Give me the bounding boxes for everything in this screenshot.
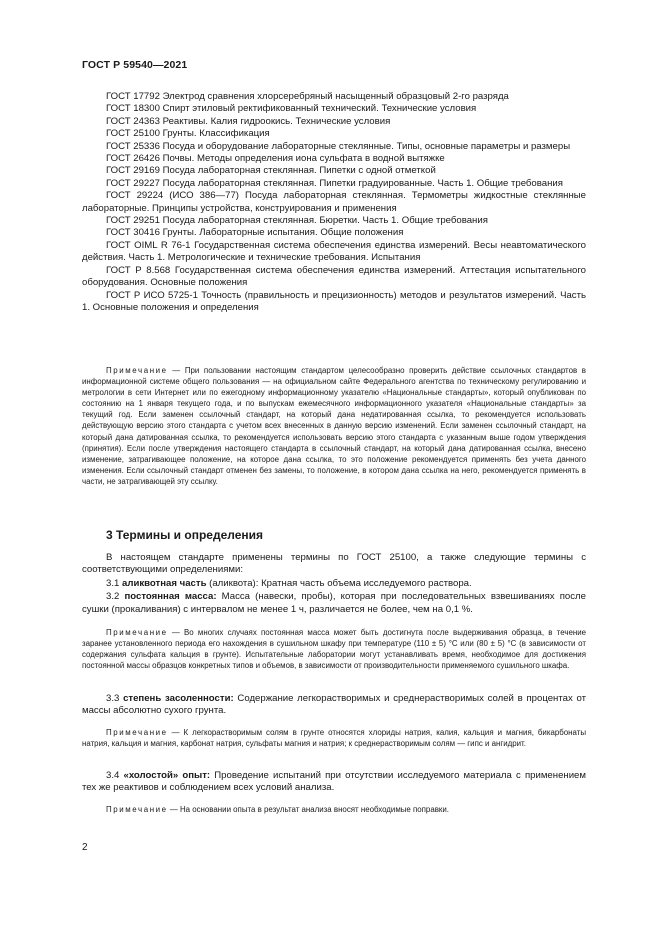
term-3-3: 3.3 степень засоленности: Содержание легкорастворимых и среднерастворимых солей в процентах от массы абсолютно сухого грунта. [82,693,586,717]
term-3-3-note [82,727,586,749]
term-name: постоянная масса: [124,591,217,603]
term-3-3-block [82,693,586,718]
term-name: «холостой» опыт: [123,770,211,781]
reference-item: ГОСТ 26426 Почвы. Методы определения иона сульфата в водной вытяжке [106,153,445,165]
reference-item: ГОСТ OIML R 76-1 Государственная система обеспечения единства измерений. Весы неавтоматического действия. Часть 1. Метрологические и технические требования. Испытания [82,239,586,264]
reference-item: ГОСТ 29251 Посуда лабораторная стеклянная. Бюретки. Часть 1. Общие требования [106,215,488,227]
term-name: степень засоленности: [123,693,234,704]
reference-item: ГОСТ 18300 Спирт этиловый ректификованный технический. Технические условия [106,103,477,115]
reference-item: ГОСТ 29224 (ИСО 386—77) Посуда лабораторная стеклянная. Термометры жидкостные стеклянные лабораторные. Принципы устройства, конструирования и применения [82,190,586,214]
reference-item: ГОСТ 29227 Посуда лабораторная стеклянная. Пипетки градуированные. Часть 1. Общие требования [106,177,563,189]
reference-item: ГОСТ Р ИСО 5725-1 Точность (правильность и прецизионность) методов и результатов измерений. Часть 1. Основные положения и определения [82,289,586,313]
reference-item: ГОСТ 25100 Грунты. Классификация [106,128,270,140]
term-3-2: 3.2 постоянная масса: Масса (навески, пробы), которая при последовательных взвешиваниях после сушки (прокаливания) с интервалом не менее 1 ч, различается не более, чем на 0,1 %. [82,591,586,615]
normative-references-list [82,91,586,314]
section-title: 3 Термины и определения [106,528,264,542]
term-3-1: 3.1 аликвотная часть (аликвота): Кратная часть объема исследуемого раствора. [106,577,472,589]
reference-item: ГОСТ 17792 Электрод сравнения хлорсеребряный насыщенный образцовый 2-го разряда [106,91,509,102]
reference-item: ГОСТ Р 8.568 Государственная система обеспечения единства измерений. Аттестация испытательного оборудования. Основные положения [82,264,586,289]
note-text: — При пользовании настоящим стандартом целесообразно проверить действие ссылочных стандартов в информационной системе общего пользования — на официальном сайте Федерального агентства по техническому регулированию и метрологии в сети Интернет или по ежегодному информационному указателю «Национальные стандарты», который опубликован по состоянию на 1 января текущего года, и по выпускам ежемесячного информационного указателя «Национальные стандарты» за текущий год. Если заменен ссылочный стандарт, на который дана недатированная ссылка, то рекомендуется использовать действующую версию этого стандарта с учетом всех внесенных в данную версию изменений. Если заменен ссылочный стандарт, на который дана датированная ссылка, то рекомендуется использовать версию этого стандарта с указанным выше годом утверждения (принятия). Если после утверждения настоящего стандарта в ссылочный стандарт, на который дана датированная ссылка, внесено изменение, затрагивающее положение, на которое дана ссылка, то это положение рекомендуется применять без учета данного изменения. Если ссылочный стандарт отменен без замены, то положение, в котором дана ссылка на него, рекомендуется применять в части, не затрагивающей эту ссылку. [82,366,586,486]
term-3-4-block [82,770,586,795]
term-3-4: 3.4 «холостой» опыт: Проведение испытаний при отсутствии исследуемого материала с применением тех же реактивов и соблюдением всех условий анализа. [82,770,586,794]
term-name: аликвотная часть [122,577,207,589]
document-header-code: ГОСТ Р 59540—2021 [82,59,188,71]
reference-item: ГОСТ 25336 Посуда и оборудование лабораторные стеклянные. Типы, основные параметры и размеры [106,140,571,152]
reference-item: ГОСТ 29169 Посуда лабораторная стеклянная. Пипетки с одной отметкой [106,165,436,177]
section-intro: В настоящем стандарте применены термины по ГОСТ 25100, а также следующие термины с соответствующими определениями: [82,552,586,576]
section3-body [82,552,586,616]
note-text: — На основании опыта в результат анализа вносят необходимые поправки. [167,805,449,814]
reference-item: ГОСТ 30416 Грунты. Лабораторные испытания. Общие положения [106,227,404,239]
note-label: Примечание [106,366,168,375]
note-text: — Во многих случаях постоянная масса может быть достигнута после выдерживания образца, в течение заранее установленного периода его нахождения в сушильном шкафу при температуре (110 ± 5) °С или (80 ± 5) °С (в зависимости от содержания сульфата кальция в грунте). Испытательные лаборатории могут устанавливать время, необходимое для достижения постоянной массы образцов конкретных типов и объемов, в зависимости от производительности применяемого сушильного шкафа. [82,628,586,671]
page-number: 2 [82,842,88,853]
references-note [82,365,586,487]
reference-item: ГОСТ 24363 Реактивы. Калия гидроокись. Технические условия [106,115,391,127]
note-label: Примечание [106,805,168,814]
term-3-2-note [82,627,586,671]
note-label: Примечание [106,728,168,737]
note-label: Примечание [106,628,168,637]
term-3-4-note [82,804,586,815]
note-text: — К легкорастворимым солям в грунте относятся хлориды натрия, калия, кальция и магния, бикарбонаты натрия, кальция и магния, карбонат натрия, сульфаты магния и натрия; к среднерастворимым солям — гипс и ангидрит. [82,728,586,749]
